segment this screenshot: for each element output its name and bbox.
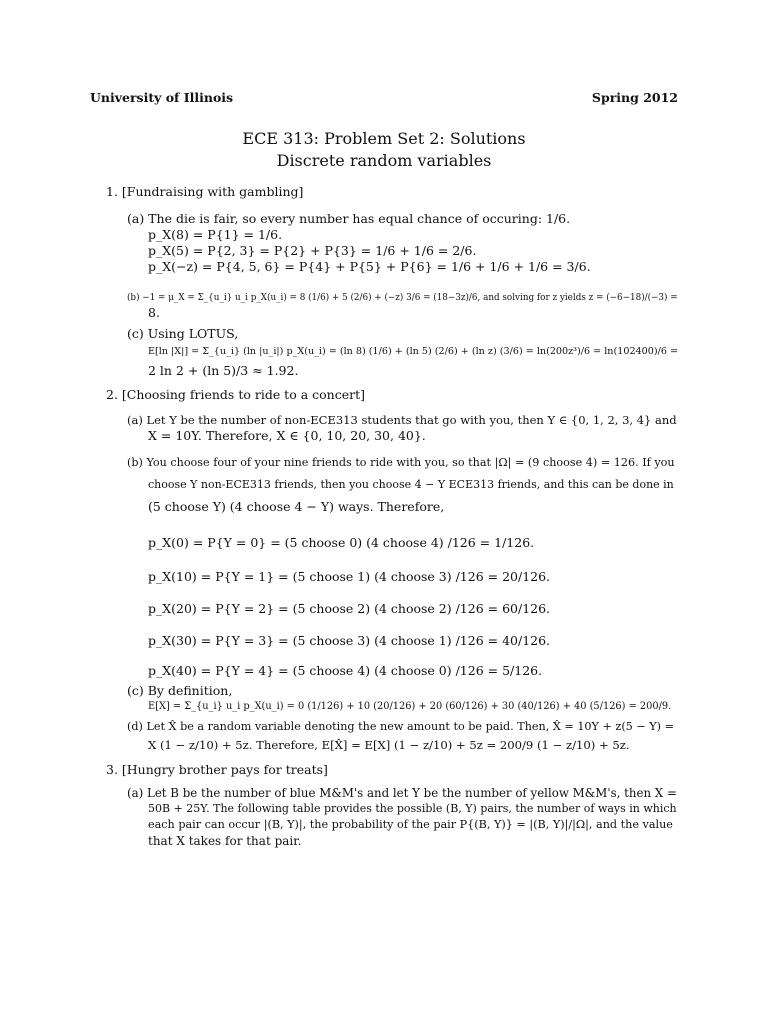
- p3a-line-3: each pair can occur |(B, Y)|, the probability of the pair P{(B, Y)} = |(B, Y)|/|Ω|, and the value: [148, 818, 673, 831]
- p1b-line-1: (b) −1 = μ_X = Σ_{u_i} u_i p_X(u_i) = 8 (1/6) + 5 (2/6) + (−z) 3/6 = (18−3z)/6, and solving for z yields z = (−6−18)/(−3) =: [127, 293, 678, 303]
- p1b-line-2: 8.: [148, 305, 160, 320]
- p3a-line-4: that X takes for that pair.: [148, 834, 302, 848]
- p2b-pmf-10: p_X(10) = P{Y = 1} = (5 choose 1) (4 choose 3) /126 = 20/126.: [148, 569, 551, 584]
- p2b-line-3: (5 choose Y) (4 choose 4 − Y) ways. Therefore,: [148, 499, 445, 514]
- p1c-line-1: (c) Using LOTUS,: [127, 326, 239, 341]
- problem-2-heading: 2. [Choosing friends to ride to a concert]: [106, 387, 365, 402]
- p1a-line-2: p_X(8) = P{1} = 1/6.: [148, 227, 283, 242]
- p2d-line-2: X (1 − z/10) + 5z. Therefore, E[X̂] = E[X] (1 − z/10) + 5z = 200/9 (1 − z/10) + 5z.: [148, 738, 630, 752]
- p2c-line-2: E[X] = Σ_{u_i} u_i p_X(u_i) = 0 (1/126) + 10 (20/126) + 20 (60/126) + 30 (40/126) + 40 (5/126) = 200/9.: [148, 701, 672, 712]
- p1a-line-3: p_X(5) = P{2, 3} = P{2} + P{3} = 1/6 + 1/6 = 2/6.: [148, 243, 477, 258]
- p2b-pmf-30: p_X(30) = P{Y = 3} = (5 choose 3) (4 choose 1) /126 = 40/126.: [148, 633, 551, 648]
- p2b-line-2: choose Y non-ECE313 friends, then you choose 4 − Y ECE313 friends, and this can be done in: [148, 478, 674, 491]
- p2b-pmf-40: p_X(40) = P{Y = 4} = (5 choose 4) (4 choose 0) /126 = 5/126.: [148, 663, 543, 678]
- p2c-line-1: (c) By definition,: [127, 683, 233, 698]
- semester-label: Spring 2012: [591, 90, 678, 105]
- problem-3-heading: 3. [Hungry brother pays for treats]: [106, 762, 328, 777]
- p1c-line-3: 2 ln 2 + (ln 5)/3 ≈ 1.92.: [148, 363, 299, 378]
- p2b-pmf-20: p_X(20) = P{Y = 2} = (5 choose 2) (4 choose 2) /126 = 60/126.: [148, 601, 551, 616]
- p1c-line-2: E[ln |X|] = Σ_{u_i} (ln |u_i|) p_X(u_i) = (ln 8) (1/6) + (ln 5) (2/6) + (ln z) (3/6) = ln(200z³)/6 = ln(102400)/6 =: [148, 346, 679, 357]
- p3a-line-2: 50B + 25Y. The following table provides the possible (B, Y) pairs, the number of ways in which: [148, 802, 677, 815]
- p2a-line-1: (a) Let Y be the number of non-ECE313 students that go with you, then Y ∈ {0, 1, 2, 3, 4} and: [127, 413, 677, 427]
- document-title: ECE 313: Problem Set 2: Solutions: [242, 129, 526, 148]
- university-label: University of Illinois: [90, 90, 234, 105]
- p2b-pmf-0: p_X(0) = P{Y = 0} = (5 choose 0) (4 choose 4) /126 = 1/126.: [148, 535, 535, 550]
- p1a-line-4: p_X(−z) = P{4, 5, 6} = P{4} + P{5} + P{6} = 1/6 + 1/6 + 1/6 = 3/6.: [148, 259, 591, 274]
- p1a-line-1: (a) The die is fair, so every number has equal chance of occuring: 1/6.: [127, 211, 571, 226]
- document-subtitle: Discrete random variables: [276, 151, 492, 170]
- p2b-line-1: (b) You choose four of your nine friends to ride with you, so that |Ω| = (9 choose 4) = 126. If you: [127, 456, 675, 469]
- p2d-line-1: (d) Let X̂ be a random variable denoting the new amount to be paid. Then, X̂ = 10Y + z(5 − Y) =: [127, 720, 674, 733]
- p3a-line-1: (a) Let B be the number of blue M&M's and let Y be the number of yellow M&M's, then X =: [127, 786, 677, 800]
- problem-1-heading: 1. [Fundraising with gambling]: [106, 184, 304, 199]
- p2a-line-2: X = 10Y. Therefore, X ∈ {0, 10, 20, 30, 40}.: [148, 428, 426, 443]
